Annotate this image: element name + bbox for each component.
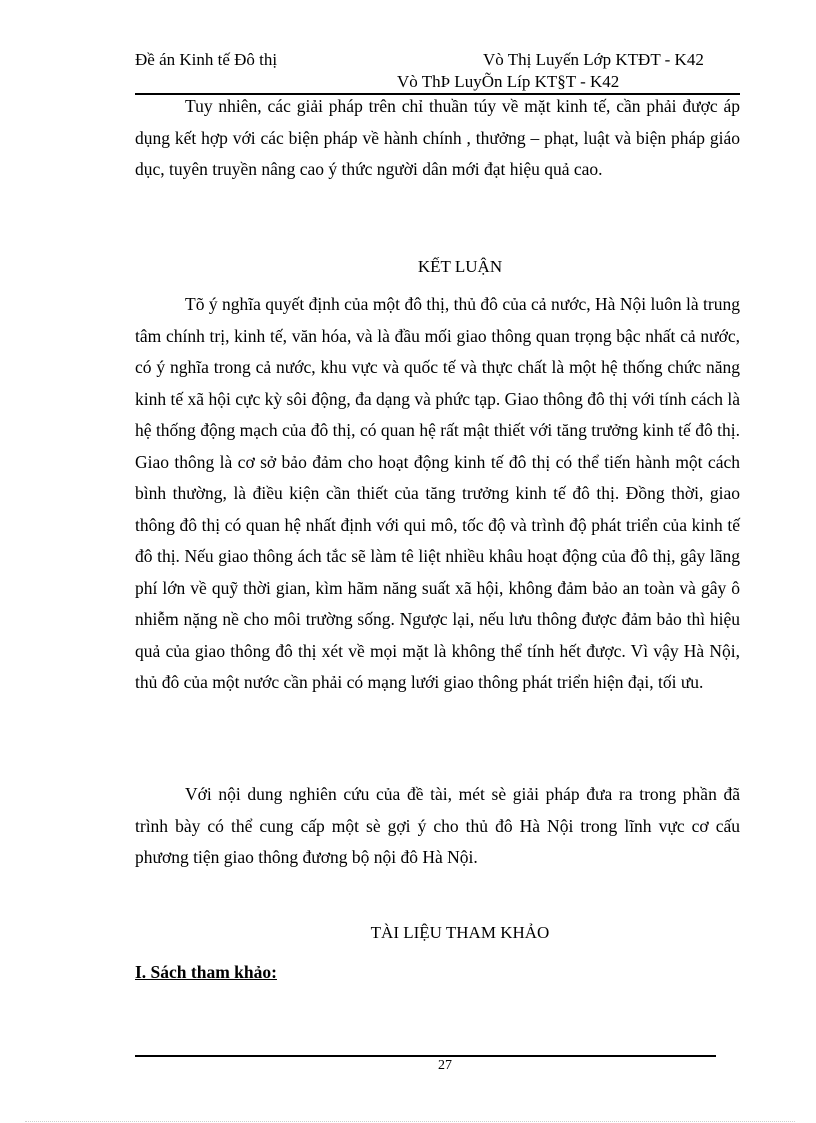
footer-divider [135,1055,716,1057]
header-author-garbled: Vò ThÞ LuyÕn Líp KT§T - K42 [397,72,620,91]
paragraph-conclusion-body: Tõ ý nghĩa quyết định của một đô thị, thủ đô của cả nước, Hà Nội luôn là trung tâm chính trị, kinh tế, văn hóa, và là đầu mối giao thông quan trọng bậc nhất cả nước, có ý nghĩa trong cả nước, khu vực và quốc tế và thực chất là một hệ thống chức năng kinh tế xã hội cực kỳ sôi động, đa dạng và phức tạp. Giao thông đô thị với tính cách là hệ thống động mạch của đô thị, có quan hệ rất mật thiết với tăng trưởng kinh tế đô thị. Giao thông là cơ sở bảo đảm cho hoạt động kinh tế đô thị có thể tiến hành một cách bình thường, là điều kiện cần thiết của tăng trưởng kinh tế đô thị. Đồng thời, giao thông đô thị có quan hệ nhất định với qui mô, tốc độ và trình độ phát triển của kinh tế đô thị. Nếu giao thông ách tắc sẽ làm tê liệt nhiều khâu hoạt động của đô thị, gây lãng phí lớn về quỹ thời gian, kìm hãm năng suất xã hội, không đảm bảo an toàn và gây ô nhiễm nặng nề cho môi trường sống. Ngược lại, nếu lưu thông được đảm bảo thì hiệu quả của giao thông đô thị xét về mọi mặt là không thể tính hết được. Vì vậy Hà Nội, thủ đô của một nước cần phải có mạng lưới giao thông phát triển hiện đại, tối ưu. [135,294,740,692]
page-bottom-edge [25,1121,795,1122]
paragraph-solutions-note: Tuy nhiên, các giải pháp trên chỉ thuần túy về mặt kinh tế, cần phải được áp dụng kết hợp với các biện pháp về hành chính , thưởng – phạt, luật và biện pháp giáo dục, tuyên truyền nâng cao ý thức người dân mới đạt hiệu quả cao. [135,96,740,179]
heading-references: TÀI LIỆU THAM KHẢO [370,923,550,942]
header-author: Vò Thị Luyến Lớp KTĐT - K42 [483,50,704,69]
references-section-books: I. Sách tham khảo: [135,962,277,982]
header-title: Đề án Kinh tế Đô thị [135,50,278,69]
page-number: 27 [438,1058,452,1073]
paragraph-conclusion-summary: Với nội dung nghiên cứu của đề tài, mét sè giải pháp đưa ra trong phần đã trình bày có thể cung cấp một sè gợi ý cho thủ đô Hà Nội trong lĩnh vực cơ cấu phương tiện giao thông đương bộ nội đô Hà Nội. [135,784,740,867]
heading-conclusion: KẾT LUẬN [417,257,503,276]
